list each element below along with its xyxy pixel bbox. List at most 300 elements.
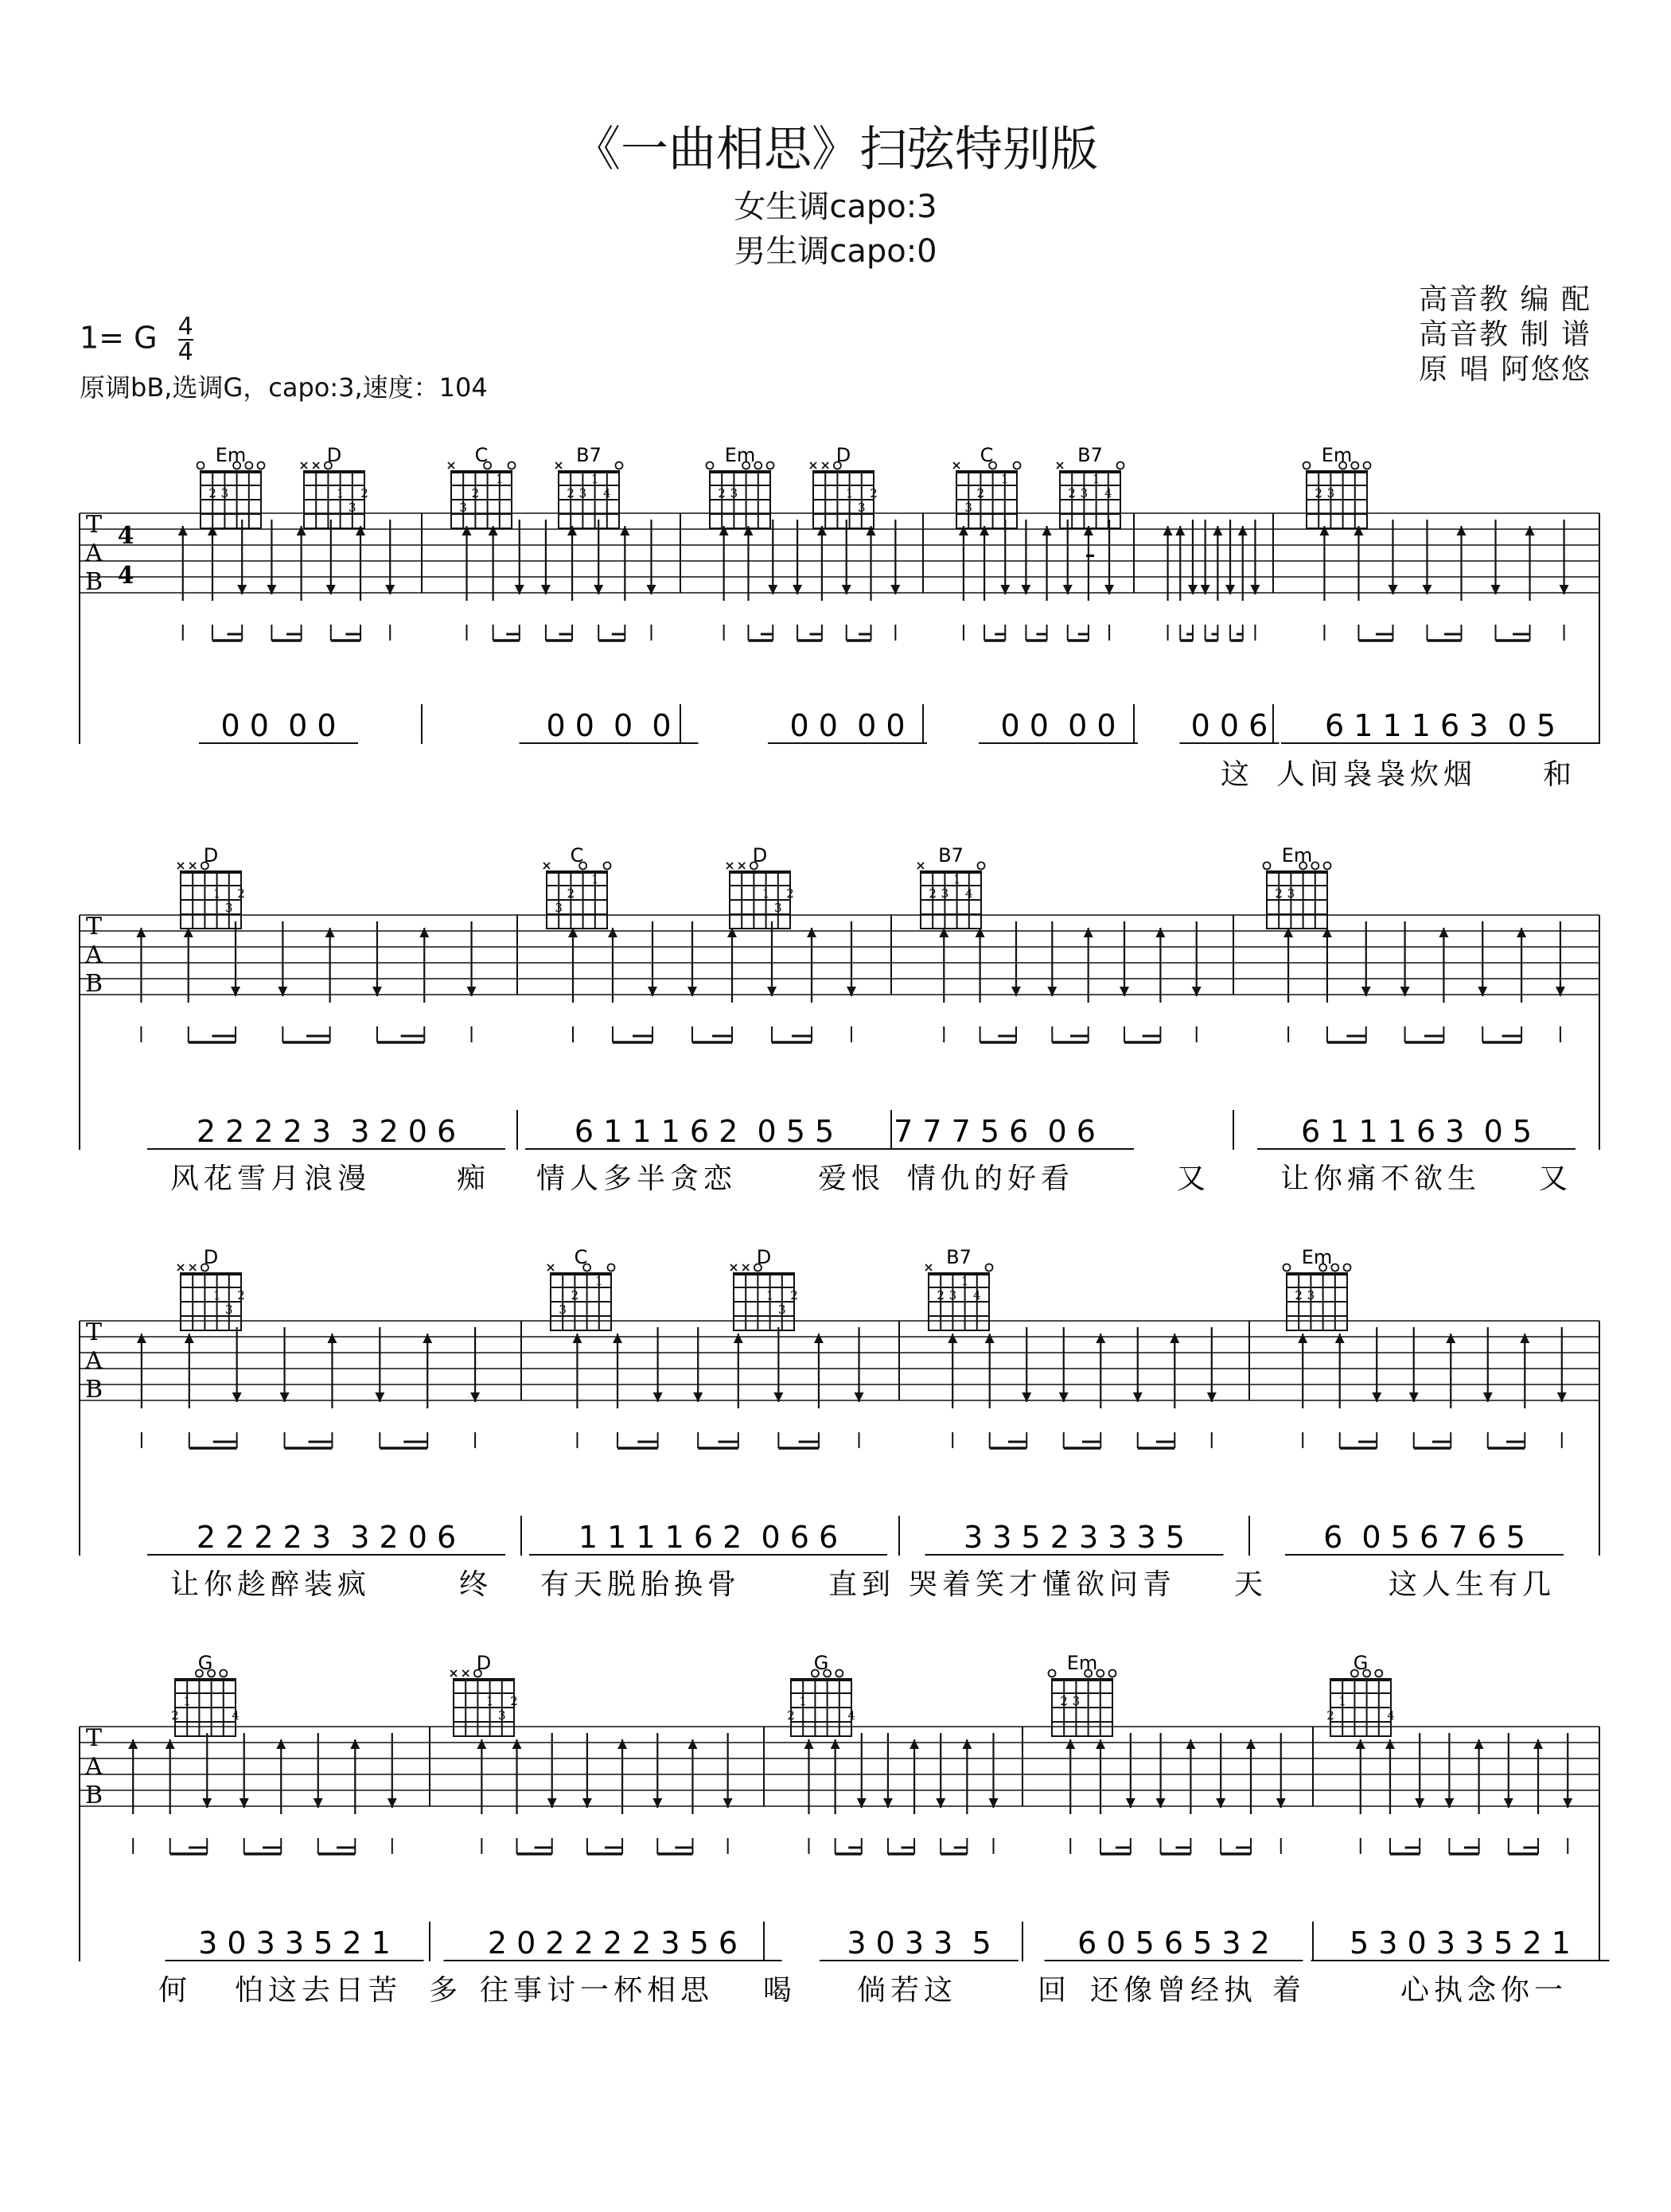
strum-down-arrow [1250, 520, 1260, 594]
finger-number: 2 [929, 886, 937, 901]
open-string-mark [197, 462, 204, 469]
strum-down-arrow [1504, 1733, 1513, 1808]
strum-up-arrow [1065, 1739, 1075, 1814]
tab-letter-a: A [85, 941, 103, 969]
strum-up-arrow [1356, 1739, 1365, 1814]
numbered-notation-group: 5 3 0 3 3 5 2 1 [1350, 1926, 1571, 1961]
chord-grid [181, 871, 241, 929]
strum-down-arrow [1059, 1327, 1069, 1402]
strum-down-arrow [767, 921, 777, 996]
lyric-segment: 情人多半贪恋 [536, 1162, 738, 1195]
tab-letter-t: T [85, 1318, 103, 1346]
strum-up-arrow [743, 526, 753, 601]
finger-number: 1 [183, 1694, 191, 1708]
strum-down-arrow [372, 921, 382, 996]
muted-string-mark [738, 863, 745, 869]
muted-string-mark [822, 462, 828, 469]
song-title: 《一曲相思》扫弦特别版 [573, 122, 1098, 177]
chord-name: D [203, 1246, 219, 1268]
numbered-notation-group: 0 0 0 0 [546, 708, 672, 743]
strum-up-arrow [814, 1334, 824, 1408]
strum-up-arrow [185, 1334, 194, 1408]
lyric-segment: 喝 [762, 1974, 797, 2007]
open-string-mark [836, 1670, 843, 1677]
finger-number: 3 [778, 1303, 786, 1317]
strum-down-arrow [1188, 520, 1198, 594]
strum-down-arrow [773, 1327, 783, 1402]
chord-name: Em [1321, 444, 1353, 466]
finger-number: 1 [595, 1274, 603, 1288]
strum-up-arrow [831, 1739, 840, 1814]
finger-number: 2 [208, 486, 216, 500]
strum-up-arrow [1096, 1334, 1105, 1408]
finger-number: 3 [225, 901, 233, 915]
strum-up-arrow [617, 1739, 627, 1814]
strum-down-arrow [1104, 520, 1114, 594]
strum-up-arrow [1533, 1739, 1543, 1814]
strum-up-arrow [1525, 526, 1535, 601]
tab-letter-b: B [84, 568, 103, 596]
lyric-segment: 这人生有几 [1388, 1568, 1556, 1601]
strum-down-arrow [883, 1733, 893, 1808]
finger-number: 1 [845, 486, 854, 500]
finger-number: 3 [1072, 1694, 1081, 1708]
finger-number: 3 [858, 500, 866, 515]
strum-down-arrow [988, 1733, 998, 1808]
strum-down-arrow [1000, 520, 1010, 594]
finger-number: 3 [1326, 486, 1335, 500]
tempo-info: 原调bB,选调G，capo:3,速度：104 [80, 372, 488, 403]
strum-down-arrow [793, 520, 802, 594]
open-string-mark [1283, 1264, 1291, 1272]
chord-grid [181, 1273, 241, 1330]
finger-number: 2 [471, 486, 480, 500]
lyric-segment: 怕这去日苦 [234, 1974, 403, 2007]
numbered-notation-group: 3 0 3 3 5 [847, 1926, 991, 1961]
tab-letter-b: B [84, 1376, 103, 1404]
chord-diagram-c [448, 462, 516, 529]
finger-number: 3 [1080, 486, 1089, 500]
finger-number: 3 [774, 901, 782, 915]
strum-down-arrow [541, 520, 551, 594]
strum-up-arrow [477, 1739, 486, 1814]
strum-down-arrow [653, 1327, 663, 1402]
finger-number: 2 [171, 1708, 179, 1723]
strum-down-arrow [842, 520, 851, 594]
numbered-notation-group: 2 0 2 2 2 2 3 5 6 [487, 1926, 738, 1961]
strum-down-arrow [1415, 1733, 1424, 1808]
numbered-notation-group: 0 0 0 0 [789, 708, 906, 743]
muted-string-mark [189, 1264, 196, 1271]
strum-up-arrow [297, 526, 306, 601]
strum-up-arrow [178, 526, 188, 601]
chord-grid [813, 471, 874, 528]
chord-diagram-d [301, 462, 368, 529]
finger-number: 2 [870, 486, 878, 500]
numbered-notation-group: 6 0 5 6 5 3 2 [1077, 1926, 1270, 1961]
finger-number: 2 [1295, 1288, 1303, 1303]
strum-down-arrow [1444, 1733, 1454, 1808]
strum-down-arrow [1491, 520, 1501, 594]
strum-down-arrow [326, 520, 336, 594]
strum-down-arrow [231, 921, 240, 996]
open-string-mark [986, 1264, 993, 1272]
finger-number: 1 [1092, 472, 1100, 486]
strum-up-arrow [1084, 928, 1093, 1003]
arranger-credit: 高音教 编 配 [1419, 283, 1591, 316]
strum-up-arrow [1446, 1334, 1455, 1408]
strum-up-arrow [1385, 1739, 1395, 1814]
lyric-segment: 让你痛不欲生 [1280, 1162, 1482, 1195]
numbered-notation-group: 6 1 1 1 6 3 0 5 [1324, 708, 1556, 743]
chord-name: Em [724, 444, 756, 466]
muted-string-mark [953, 462, 960, 469]
finger-number: 2 [976, 486, 985, 500]
strum-up-arrow [976, 928, 985, 1003]
open-string-mark [608, 1264, 615, 1272]
finger-number: 1 [590, 472, 599, 486]
finger-number: 2 [571, 1288, 579, 1303]
strum-down-arrow [1276, 1733, 1286, 1808]
chord-name: G [1353, 1652, 1369, 1674]
finger-number: 2 [237, 1288, 245, 1303]
open-string-mark [1364, 462, 1371, 469]
finger-number: 3 [941, 886, 949, 901]
strum-up-arrow [867, 526, 876, 601]
key-label: 1= G [80, 320, 158, 356]
chord-grid [730, 871, 790, 929]
strum-down-arrow [385, 520, 395, 594]
muted-string-mark [462, 1670, 469, 1677]
numbered-notation-group: 6 1 1 1 6 2 0 5 5 [574, 1114, 835, 1149]
strum-up-arrow [613, 1334, 622, 1408]
open-string-mark [258, 462, 265, 469]
strum-down-arrow [1409, 1327, 1419, 1402]
lyric-segment: 风花雪月浪漫 [169, 1162, 372, 1195]
strum-down-arrow [280, 1327, 290, 1402]
chord-name: C [574, 1246, 588, 1268]
strum-down-arrow [646, 520, 656, 594]
finger-number: 1 [591, 872, 599, 886]
chord-diagram-d [177, 863, 245, 929]
finger-number: 3 [948, 1288, 957, 1303]
muted-string-mark [730, 1264, 737, 1271]
tab-score [80, 444, 1610, 2007]
lyric-segment: 痴 [456, 1162, 491, 1195]
strum-down-arrow [693, 1327, 703, 1402]
strum-up-arrow [1163, 526, 1173, 601]
chord-name: B7 [938, 844, 964, 866]
numbered-notation-group: 2 2 2 2 3 3 2 0 6 [196, 1520, 457, 1555]
transcriber-credit: 高音教 制 谱 [1419, 318, 1591, 351]
chord-diagram-em [1264, 863, 1331, 929]
finger-number: 1 [1338, 1694, 1346, 1708]
open-string-mark [1049, 1670, 1056, 1677]
numbered-notation-group: 6 0 5 6 7 6 5 [1323, 1520, 1525, 1555]
lyric-segment: 直到 [828, 1568, 896, 1601]
rest-symbol: - [1085, 536, 1096, 571]
chord-name: G [813, 1652, 829, 1674]
strum-down-arrow [855, 1327, 864, 1402]
numbered-notation-group: 0 0 0 0 [220, 708, 337, 743]
chord-name: Em [1066, 1652, 1098, 1674]
strum-up-arrow [276, 1739, 286, 1814]
strum-down-arrow [202, 1733, 212, 1808]
tab-letter-b: B [84, 1782, 103, 1809]
strum-up-arrow [734, 1334, 743, 1408]
strum-down-arrow [240, 1733, 249, 1808]
strum-up-arrow [1283, 928, 1293, 1003]
strum-up-arrow [1354, 526, 1363, 601]
original-singer-credit: 原 唱 阿悠悠 [1419, 353, 1591, 386]
open-string-mark [1014, 462, 1021, 469]
strum-down-arrow [1021, 520, 1030, 594]
finger-number: 1 [799, 1694, 807, 1708]
numbered-notation-group: 0 0 6 [1190, 708, 1268, 743]
strum-up-arrow [1096, 1739, 1105, 1814]
strum-up-arrow [980, 526, 989, 601]
male-key-label: 男生调capo:0 [734, 233, 937, 270]
strum-down-arrow [1556, 921, 1565, 996]
chord-name: C [570, 844, 584, 866]
muted-string-mark [925, 1264, 932, 1271]
chord-grid [454, 1679, 514, 1736]
numbered-notation-group: 2 2 2 2 3 3 2 0 6 [196, 1114, 457, 1149]
finger-number: 1 [485, 1694, 494, 1708]
numbered-notation-group: 0 0 0 0 [1000, 708, 1116, 743]
open-string-mark [1375, 1670, 1382, 1677]
strum-down-arrow [470, 1327, 480, 1402]
open-string-mark [1344, 1264, 1351, 1272]
strum-down-arrow [1560, 520, 1569, 594]
numbered-notation-group: 7 7 7 5 6 0 6 [894, 1114, 1096, 1149]
strum-up-arrow [608, 928, 617, 1003]
finger-number: 1 [212, 886, 221, 901]
strum-down-arrow [1361, 921, 1371, 996]
finger-number: 4 [232, 1708, 240, 1723]
strum-down-arrow [1563, 1733, 1572, 1808]
chord-grid [734, 1273, 794, 1330]
chord-grid [304, 471, 364, 528]
strum-down-arrow [1022, 1327, 1031, 1402]
finger-number: 3 [1287, 886, 1295, 901]
strum-up-arrow [959, 526, 968, 601]
muted-string-mark [555, 462, 562, 469]
strum-up-arrow [620, 526, 629, 601]
open-string-mark [245, 462, 252, 469]
strum-down-arrow [1133, 1327, 1143, 1402]
finger-number: 3 [578, 486, 587, 500]
chord-diagram-b7 [917, 863, 985, 929]
muted-string-mark [810, 462, 816, 469]
strum-up-arrow [572, 1334, 582, 1408]
finger-number: 1 [336, 486, 345, 500]
strum-up-arrow [350, 1739, 360, 1814]
strum-down-arrow [1557, 1327, 1567, 1402]
finger-number: 2 [937, 1288, 945, 1303]
strum-up-arrow [1439, 928, 1448, 1003]
lyric-segment: 又 [1176, 1162, 1211, 1195]
strum-down-arrow [847, 921, 856, 996]
strum-up-arrow [1042, 526, 1052, 601]
strum-down-arrow [1216, 1733, 1225, 1808]
chord-name: C [474, 444, 489, 466]
strum-up-arrow [817, 526, 827, 601]
strum-up-arrow [687, 1739, 697, 1814]
strum-up-arrow [512, 1739, 522, 1814]
lyric-segment: 情仇的好看 [906, 1162, 1075, 1195]
open-string-mark [754, 462, 761, 469]
finger-number: 1 [960, 1274, 969, 1288]
finger-number: 2 [360, 486, 368, 500]
strum-up-arrow [939, 928, 948, 1003]
finger-number: 2 [790, 1288, 798, 1303]
strum-down-arrow [375, 1327, 384, 1402]
finger-number: 1 [952, 872, 961, 886]
strum-up-arrow [128, 1739, 138, 1814]
strum-up-arrow [962, 1739, 972, 1814]
strum-up-arrow [1170, 1334, 1179, 1408]
strum-up-arrow [727, 928, 737, 1003]
strum-up-arrow [1322, 928, 1332, 1003]
strum-up-arrow [1186, 1739, 1195, 1814]
lyric-segment: 还像曾经执 [1089, 1974, 1258, 2007]
numbered-notation-group: 1 1 1 1 6 2 0 6 6 [578, 1520, 839, 1555]
strum-down-arrow [936, 1733, 945, 1808]
finger-number: 3 [555, 901, 563, 915]
open-string-mark [1117, 462, 1124, 469]
chord-diagram-b7 [1057, 462, 1124, 529]
chord-name: G [197, 1652, 213, 1674]
finger-number: 1 [212, 1288, 221, 1303]
chord-name: D [476, 1652, 492, 1674]
open-string-mark [1109, 1670, 1116, 1677]
chord-name: B7 [946, 1246, 972, 1268]
strum-up-arrow [719, 526, 729, 601]
muted-string-mark [177, 1264, 184, 1271]
strum-up-arrow [462, 526, 472, 601]
chord-name: B7 [1077, 444, 1103, 466]
chord-diagram-c [543, 863, 611, 929]
strum-up-arrow [567, 526, 577, 601]
open-string-mark [1324, 863, 1331, 870]
strum-down-arrow [723, 1733, 733, 1808]
lyric-segment: 往事讨一杯相思 [479, 1974, 715, 2007]
chord-diagram-em [197, 462, 265, 529]
muted-string-mark [301, 462, 307, 469]
strum-down-arrow [1011, 921, 1021, 996]
open-string-mark [220, 1670, 227, 1677]
strum-up-arrow [1319, 526, 1329, 601]
lyric-segment: 有天脱胎换骨 [539, 1568, 742, 1601]
open-string-mark [604, 863, 611, 870]
finger-number: 2 [567, 486, 575, 500]
lyric-segment: 人间袅袅炊烟 [1276, 758, 1478, 791]
open-string-mark [1351, 462, 1358, 469]
strum-up-arrow [1246, 1739, 1256, 1814]
finger-number: 2 [567, 886, 575, 901]
strum-up-arrow [489, 526, 498, 601]
strum-up-arrow [1517, 928, 1526, 1003]
time-signature-bottom: 4 [177, 338, 193, 366]
muted-string-mark [189, 863, 196, 869]
lyric-segment: 多 [428, 1974, 463, 2007]
finger-number: 1 [761, 886, 770, 901]
finger-number: 3 [964, 500, 972, 515]
finger-number: 4 [603, 486, 611, 500]
finger-number: 3 [559, 1303, 567, 1317]
strum-down-arrow [652, 1733, 662, 1808]
strum-down-arrow [768, 520, 777, 594]
open-string-mark [508, 462, 516, 469]
strum-up-arrow [208, 526, 217, 601]
strum-down-arrow [648, 921, 657, 996]
strum-up-arrow [1238, 526, 1248, 601]
strum-down-arrow [1126, 1733, 1135, 1808]
lyric-segment: 这 [1220, 758, 1255, 791]
strum-up-arrow [327, 1334, 337, 1408]
numbered-notation-group: 3 0 3 3 5 2 1 [198, 1926, 391, 1961]
chord-diagram-c [953, 462, 1021, 529]
tab-letter-a: A [85, 1347, 103, 1375]
strum-up-arrow [1474, 1739, 1484, 1814]
strum-down-arrow [267, 520, 276, 594]
chord-diagram-em [1303, 462, 1371, 529]
finger-number: 4 [1387, 1708, 1395, 1723]
chord-diagram-d [810, 462, 878, 529]
strum-down-arrow [594, 520, 603, 594]
strum-down-arrow [1207, 1327, 1217, 1402]
lyric-segment: 天 [1233, 1568, 1268, 1601]
chord-diagram-d [726, 863, 794, 929]
muted-string-mark [742, 1264, 749, 1271]
finger-number: 2 [787, 1708, 795, 1723]
finger-number: 3 [730, 486, 738, 500]
finger-number: 3 [498, 1708, 506, 1723]
chord-diagram-b7 [555, 462, 623, 529]
strum-up-arrow [423, 1334, 432, 1408]
strum-up-arrow [985, 1334, 995, 1408]
strum-up-arrow [910, 1739, 919, 1814]
strum-down-arrow [1047, 921, 1057, 996]
lyric-segment: 又 [1538, 1162, 1573, 1195]
strum-down-arrow [388, 1733, 397, 1808]
strum-up-arrow [325, 928, 335, 1003]
strum-up-arrow [419, 928, 429, 1003]
strum-up-arrow [804, 1739, 814, 1814]
strum-up-arrow [137, 1334, 146, 1408]
muted-string-mark [313, 462, 319, 469]
chord-diagram-em [707, 462, 774, 529]
strum-down-arrow [857, 1733, 867, 1808]
strum-down-arrow [1372, 1327, 1381, 1402]
finger-number: 2 [237, 886, 245, 901]
time-signature-top: 4 [177, 313, 193, 341]
finger-number: 2 [786, 886, 794, 901]
strum-down-arrow [314, 1733, 323, 1808]
finger-number: 3 [459, 500, 467, 515]
strum-down-arrow [890, 520, 900, 594]
muted-string-mark [177, 863, 184, 869]
finger-number: 1 [765, 1288, 774, 1303]
tab-time-bottom: 4 [117, 562, 134, 590]
strum-up-arrow [1457, 526, 1467, 601]
strum-up-arrow [1520, 1334, 1529, 1408]
strum-up-arrow [1155, 928, 1165, 1003]
strum-up-arrow [1213, 526, 1222, 601]
chord-name: D [836, 444, 851, 466]
lyric-segment: 让你趁醉装疯 [169, 1568, 372, 1601]
